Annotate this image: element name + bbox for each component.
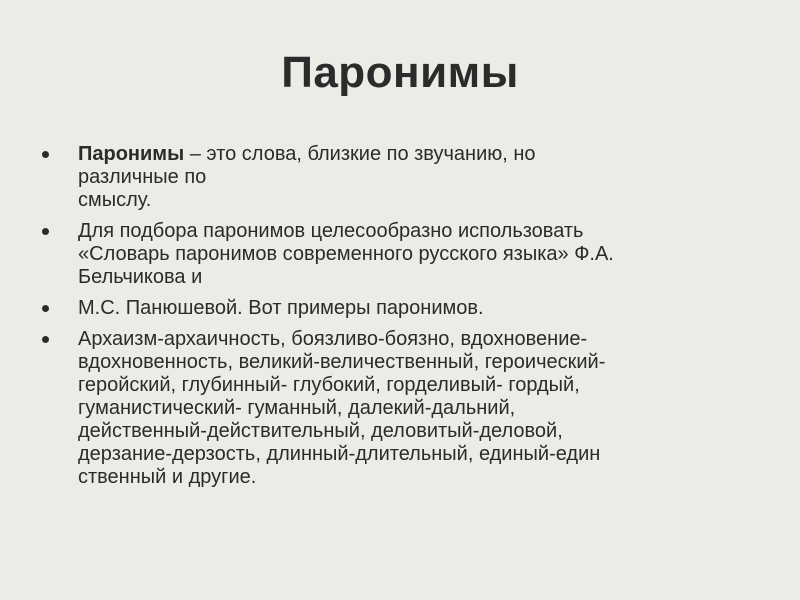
bullet-line: ственный и другие. [78, 466, 257, 488]
bullet-line [78, 143, 742, 166]
bullet-line: смыслу. [78, 189, 152, 211]
bullet-line-text: – это слова, близкие по звучанию, но [184, 143, 536, 165]
bullet-item [42, 297, 742, 320]
bullet-dot-icon [42, 305, 49, 312]
bullet-list [42, 143, 742, 497]
bullet-dot-icon [42, 228, 49, 235]
bullet-item [42, 143, 742, 212]
bullet-line: Архаизм-архаичность, боязливо-боязно, вдохновение- [78, 328, 588, 350]
bullet-line: различные по [78, 166, 207, 188]
bullet-line: гуманистический- гуманный, далекий-дальний, [78, 397, 516, 419]
bullet-line: геройский, глубинный- глубокий, горделивый- гордый, [78, 374, 580, 396]
bullet-line: Бельчикова и [78, 266, 203, 288]
bullet-line: дерзание-дерзость, длинный-длительный, единый-един [78, 443, 601, 465]
bullet-line: Для подбора паронимов целесообразно использовать [78, 220, 584, 242]
bullet-dot-icon [42, 336, 49, 343]
bullet-line: М.С. Панюшевой. Вот примеры паронимов. [78, 297, 484, 319]
bullet-dot-icon [42, 151, 49, 158]
bullet-line: вдохновенность, великий-величественный, героический- [78, 351, 606, 373]
bullet-item [42, 220, 742, 289]
slide-title: Паронимы [281, 48, 519, 97]
term-bold: Паронимы [78, 143, 185, 165]
bullet-item [42, 328, 742, 489]
bullet-line: действенный-действительный, деловитый-деловой, [78, 420, 563, 442]
bullet-line: «Словарь паронимов современного русского языка» Ф.А. [78, 243, 614, 265]
